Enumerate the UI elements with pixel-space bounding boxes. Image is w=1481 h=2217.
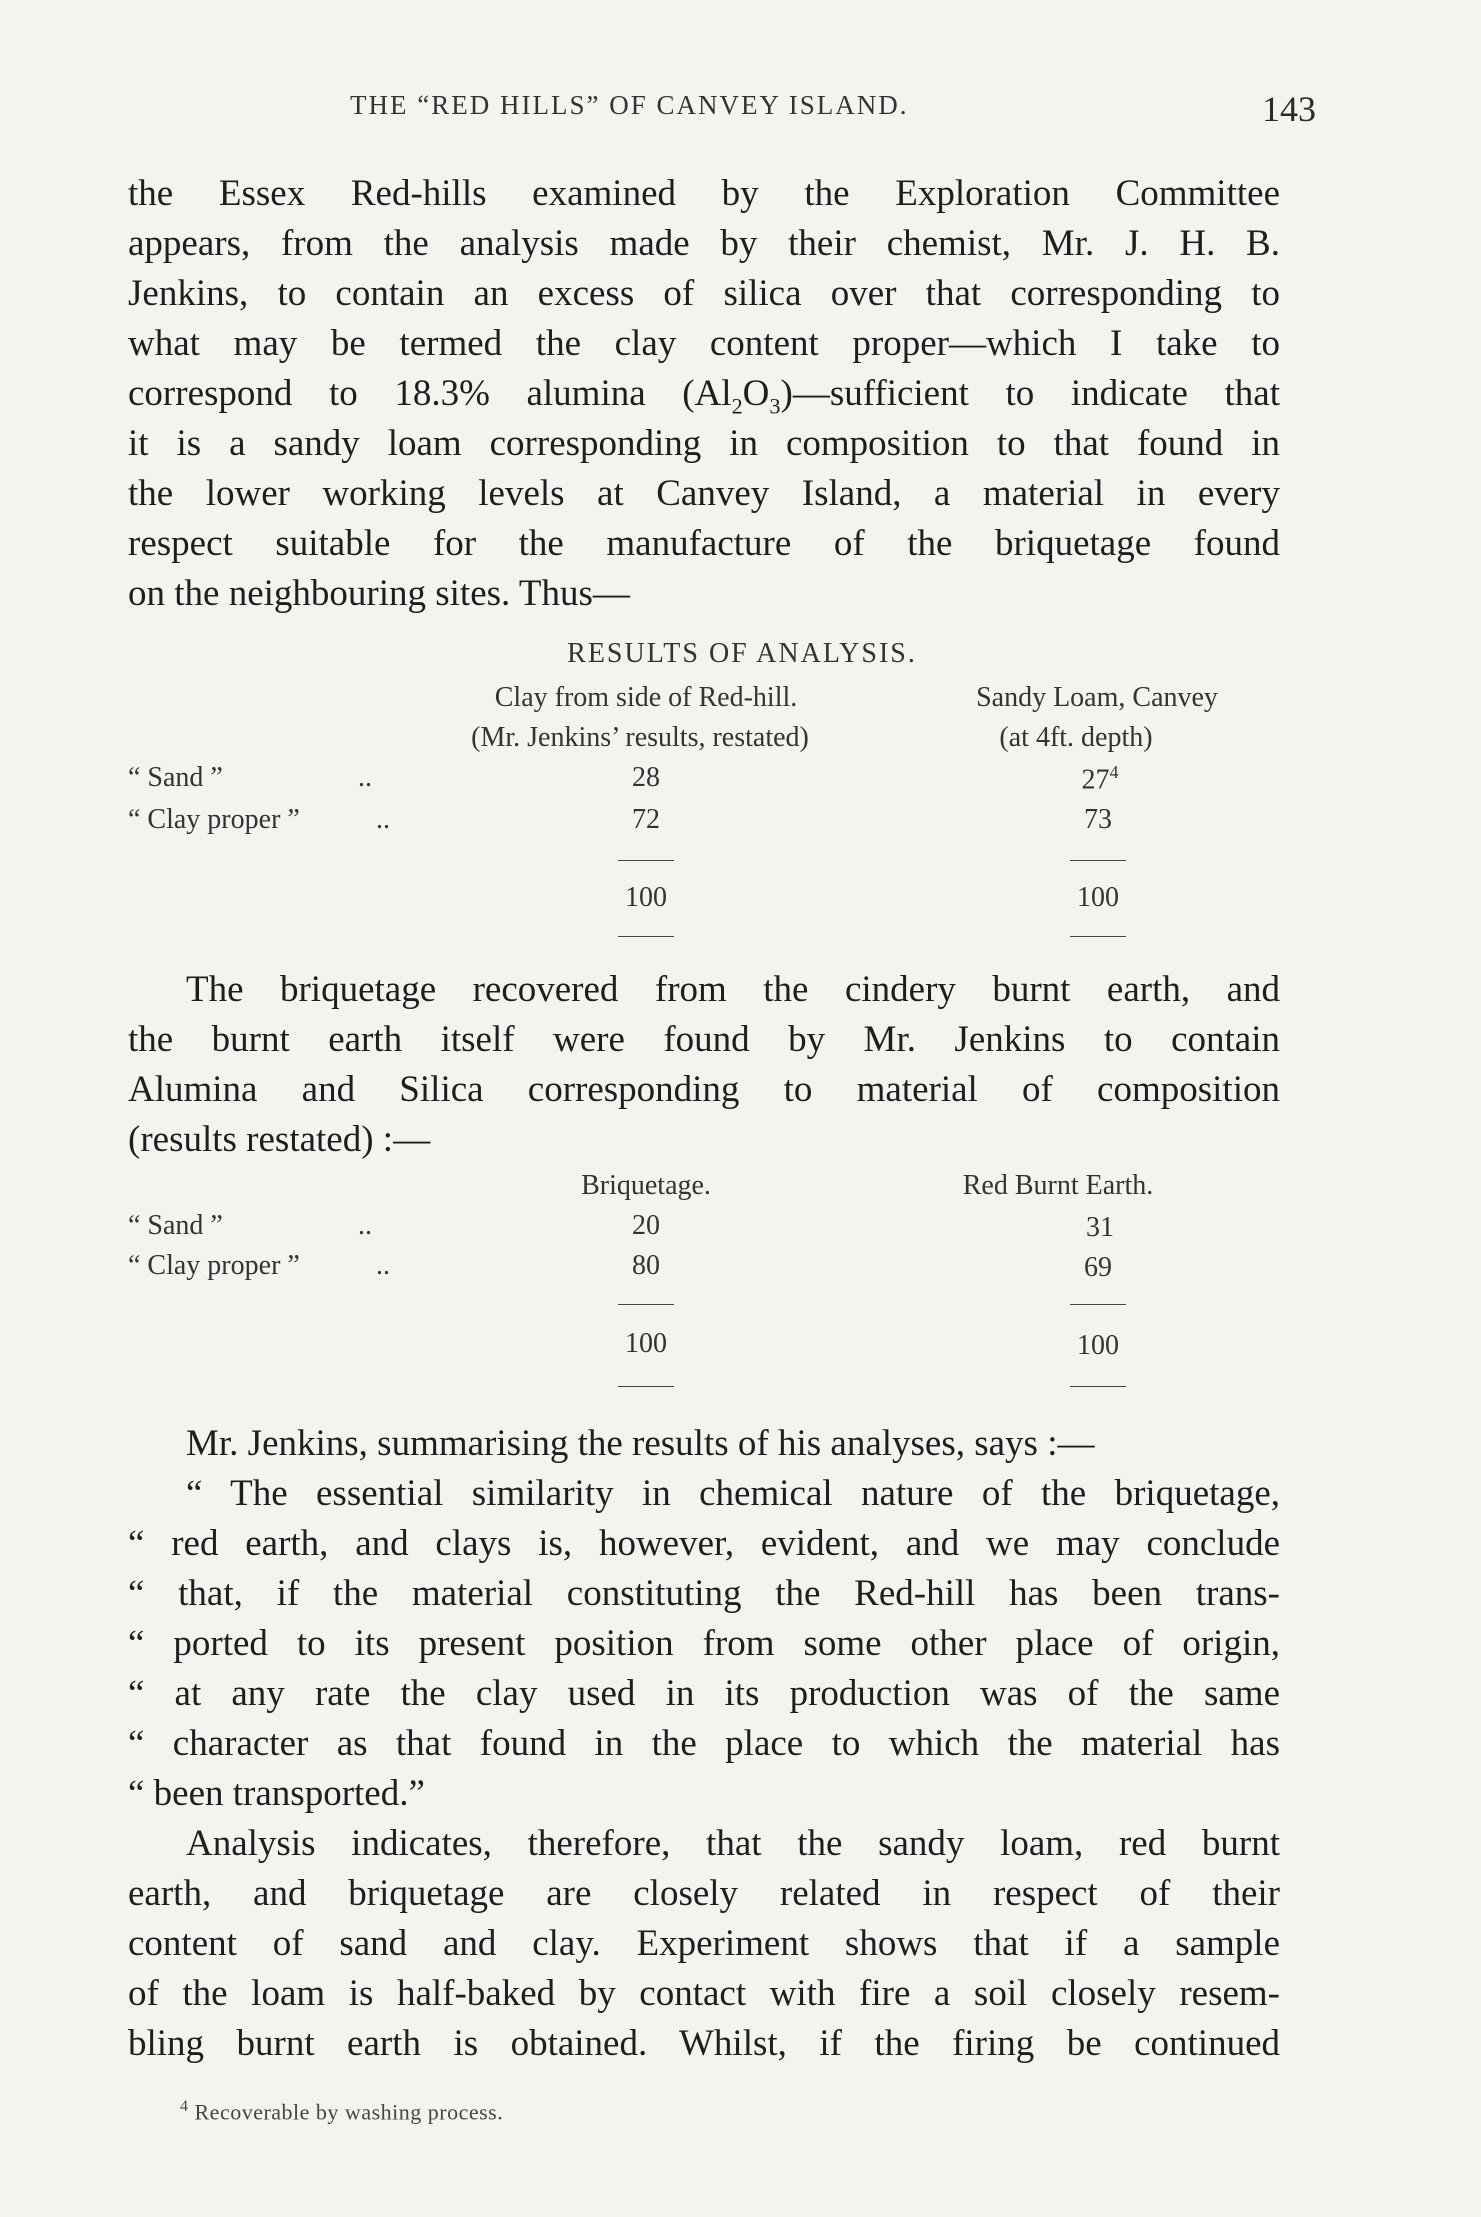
table-cell: 28: [632, 762, 660, 793]
footnote-text: Recoverable by washing process.: [194, 2099, 504, 2125]
table-row-label: “ Sand ”: [128, 1210, 223, 1241]
text-line: the burnt earth itself were found by Mr. Jenkins to contain: [128, 1019, 1280, 1060]
table-cell: 73: [1084, 804, 1112, 835]
table-title: RESULTS OF ANALYSIS.: [567, 638, 917, 669]
footnote-marker: 4: [180, 2098, 189, 2115]
subscript: 3: [769, 393, 781, 419]
text-line: respect suitable for the manufacture of the briquetage found: [128, 523, 1280, 564]
table-row-label: “ Clay proper ”: [128, 1250, 300, 1281]
table-total: 100: [625, 1328, 667, 1359]
sum-rule: [1070, 936, 1126, 937]
sum-rule: [618, 1304, 674, 1305]
text-line: “ red earth, and clays is, however, evident, and we may conclude: [128, 1523, 1280, 1564]
table-col-header: (Mr. Jenkins’ results, restated): [471, 722, 809, 753]
text-line: Jenkins, to contain an excess of silica over that corresponding to: [128, 273, 1280, 314]
text-line: “ The essential similarity in chemical nature of the briquetage,: [186, 1473, 1280, 1514]
text-line: bling burnt earth is obtained. Whilst, if the firing be continued: [128, 2023, 1280, 2064]
text-line: what may be termed the clay content proper—which I take to: [128, 323, 1280, 364]
table-row-leader: ..: [358, 1210, 372, 1241]
table-col-header: Briquetage.: [581, 1170, 711, 1201]
text-line: the Essex Red-hills examined by the Exploration Committee: [128, 173, 1280, 214]
text-line: appears, from the analysis made by their chemist, Mr. J. H. B.: [128, 223, 1280, 264]
text-line: it is a sandy loam corresponding in composition to that found in: [128, 423, 1280, 464]
text-fragment: )—sufficient to indicate that: [780, 373, 1280, 414]
table-col-header: Red Burnt Earth.: [962, 1170, 1154, 1201]
table-cell: 80: [632, 1250, 660, 1281]
text-line: “ character as that found in the place to which the material has: [128, 1723, 1280, 1764]
page-number: 143: [1262, 89, 1316, 129]
subscript: 2: [731, 393, 743, 419]
table-col-header: Sandy Loam, Canvey: [976, 682, 1218, 713]
table-total: 100: [625, 882, 667, 913]
text-fragment: correspond to 18.3% alumina (Al: [128, 373, 732, 414]
sum-rule: [1070, 1304, 1126, 1305]
text-line: “ ported to its present position from some other place of origin,: [128, 1623, 1280, 1664]
text-line: The briquetage recovered from the cindery burnt earth, and: [186, 969, 1280, 1010]
footnote: [180, 2098, 503, 2125]
text-line: earth, and briquetage are closely related in respect of their: [128, 1873, 1280, 1914]
text-line: “ been transported.”: [128, 1773, 425, 1814]
sum-rule: [618, 936, 674, 937]
text-line: Mr. Jenkins, summarising the results of his analyses, says :—: [186, 1423, 1095, 1464]
table-cell-with-footnote: [1082, 762, 1119, 796]
text-line: on the neighbouring sites. Thus—: [128, 573, 630, 614]
table-total: 100: [1077, 882, 1119, 913]
table-cell: 69: [1084, 1252, 1112, 1283]
table-cell: 20: [632, 1210, 660, 1241]
table-col-header: Clay from side of Red-hill.: [494, 682, 798, 713]
table-cell: 72: [632, 804, 660, 835]
text-line: Alumina and Silica corresponding to material of composition: [128, 1069, 1280, 1110]
text-line: Analysis indicates, therefore, that the sandy loam, red burnt: [186, 1823, 1280, 1864]
table-row-leader: ..: [376, 804, 390, 835]
table-row-leader: ..: [358, 762, 372, 793]
text-line: the lower working levels at Canvey Island, a material in every: [128, 473, 1280, 514]
text-line: of the loam is half-baked by contact with fire a soil closely resem-: [128, 1973, 1280, 2014]
text-fragment: O: [742, 373, 770, 414]
table-total: 100: [1077, 1330, 1119, 1361]
sum-rule: [1070, 860, 1126, 861]
text-line: content of sand and clay. Experiment shows that if a sample: [128, 1923, 1280, 1964]
table-row-label: “ Clay proper ”: [128, 804, 300, 835]
table-row-label: “ Sand ”: [128, 762, 223, 793]
sum-rule: [618, 1386, 674, 1387]
table-cell: 31: [1086, 1212, 1114, 1243]
text-line: (results restated) :—: [128, 1119, 431, 1160]
table-cell: 27: [1081, 764, 1110, 796]
footnote-ref: 4: [1109, 762, 1119, 782]
text-line: “ that, if the material constituting the Red-hill has been trans-: [128, 1573, 1280, 1614]
table-row-leader: ..: [376, 1250, 390, 1281]
text-line: “ at any rate the clay used in its production was of the same: [128, 1673, 1280, 1714]
table-col-header: (at 4ft. depth): [999, 722, 1153, 753]
sum-rule: [1070, 1386, 1126, 1387]
sum-rule: [618, 860, 674, 861]
running-title: THE “RED HILLS” OF CANVEY ISLAND.: [350, 90, 909, 120]
